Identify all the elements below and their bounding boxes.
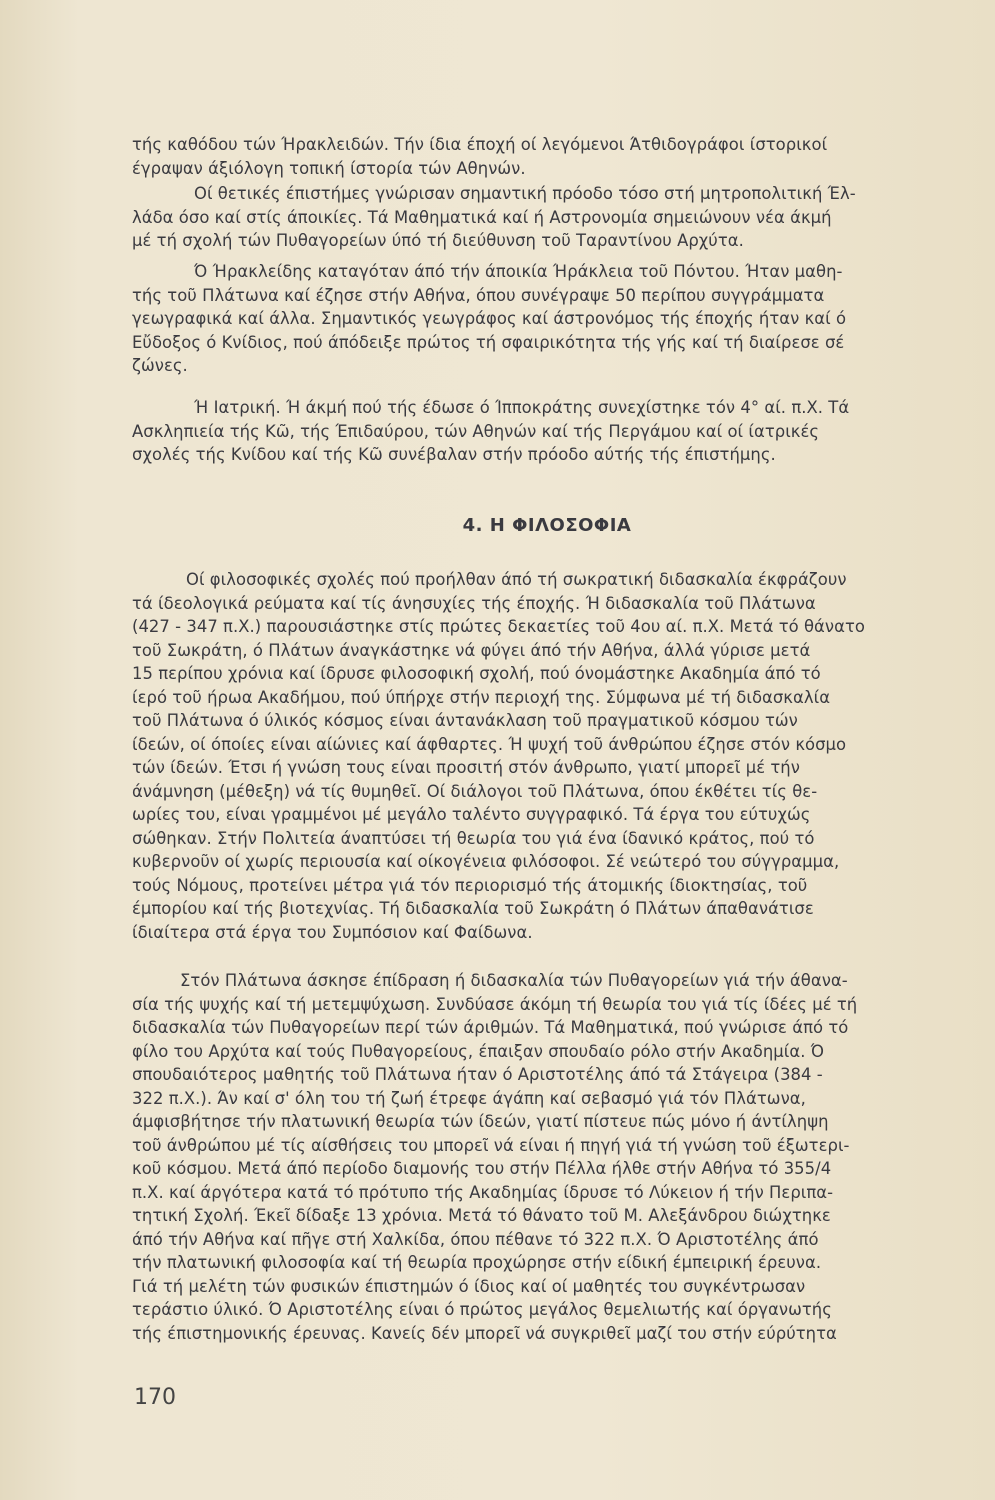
text-line: τής έπιστημονικής έρευνας. Κανείς δέν μπορεῖ νά συγκριθεῖ μαζί του στήν εύρύτητα <box>132 1323 837 1343</box>
text-line: ίδεών, οί όποίες είναι αίώνιες καί άφθαρτες. Ή ψυχή τοῦ άνθρώπου έζησε στόν κόσμο <box>132 734 847 754</box>
text-line: τοῦ άνθρώπου μέ τίς αίσθήσεις του μπορεῖ νά είναι ή πηγή γιά τή γνώση τοῦ έξωτερι- <box>132 1135 850 1155</box>
text-line: σπουδαιότερος μαθητής τοῦ Πλάτωνα ήταν ό Αριστοτέλης άπό τά Στάγειρα (384 - <box>132 1065 823 1084</box>
text-line: γεωγραφικά καί άλλα. Σημαντικός γεωγράφος καί άστρονόμος τής έποχής ήταν καί ό <box>132 309 847 328</box>
text-line: τούς Νόμους, προτείνει μέτρα γιά τόν περιορισμό τής άτομικής ίδιοκτησίας, τοῦ <box>132 875 808 895</box>
text-line: άπό τήν Αθήνα καί πῆγε στή Χαλκίδα, όπου πέθανε τό 322 π.Χ. Ό Αριστοτέλης άπό <box>132 1229 819 1249</box>
text-line: Εὔδοξος ό Κνίδιος, πού άπόδειξε πρώτος τή σφαιρικότητα τής γής καί τή διαίρεσε σέ <box>132 332 845 352</box>
text-line: ωρίες του, είναι γραμμένοι μέ μεγάλο ταλέντο συγγραφικό. Τά έργα του εύτυχώς <box>132 805 811 824</box>
text-line: σχολές τής Κνίδου καί τής Κῶ συνέβαλαν στήν πρόοδο αύτής τής έπιστήμης. <box>132 445 776 464</box>
text-line: 15 περίπου χρόνια καί ίδρυσε φιλοσοφική σχολή, πού όνομάστηκε Ακαδημία άπό τό <box>132 664 821 683</box>
text-line: (427 - 347 π.Χ.) παρουσιάστηκε στίς πρώτες δεκαετίες τοῦ 4ου αί. π.Χ. Μετά τό θάνατο <box>132 617 865 636</box>
text-line: φίλο του Αρχύτα καί τούς Πυθαγορείους, έπαιξαν σπουδαίο ρόλο στήν Ακαδημία. Ό <box>132 1041 825 1061</box>
paragraph-positive-sciences <box>132 182 962 253</box>
text-line: Ασκληπιεία τής Κῶ, τής Έπιδαύρου, τών Αθηνών καί τής Περγάμου καί οί ίατρικές <box>132 421 820 441</box>
text-line: έγραψαν άξιόλογη τοπική ίστορία τών Αθηνών. <box>132 158 526 178</box>
paragraph-atthidographers <box>132 133 962 180</box>
page-number: 170 <box>134 1385 176 1410</box>
text-line: τοῦ Σωκράτη, ό Πλάτων άναγκάστηκε νά φύγει άπό τήν Αθήνα, άλλά γύρισε μετά <box>132 640 811 660</box>
text-line: σία τής ψυχής καί τή μετεμψύχωση. Συνδύασε άκόμη τή θεωρία του γιά τίς ίδέες μέ τή <box>132 994 858 1014</box>
text-line: άνάμνηση (μέθεξη) νά τίς θυμηθεῖ. Οί διάλογοι τοῦ Πλάτωνα, όπου έκθέτει τίς θε- <box>132 781 818 801</box>
text-line: τήν πλατωνική φιλοσοφία καί τή θεωρία προχώρησε στήν είδική έμπειρική έρευνα. <box>132 1253 822 1272</box>
text-line: άμφισβήτησε τήν πλατωνική θεωρία τών ίδεών, γιατί πίστευε πώς μόνο ή άντίληψη <box>132 1112 829 1131</box>
text-line: λάδα όσο καί στίς άποικίες. Τά Μαθηματικά καί ή Αστρονομία σημειώνουν νέα άκμή <box>132 207 832 227</box>
text-line: Ή Ιατρική. Ή άκμή πού τής έδωσε ό Ίπποκράτης συνεχίστηκε τόν 4° αί. π.Χ. Τά <box>194 398 850 417</box>
text-line: ίερό τοῦ ήρωα Ακαδήμου, πού ύπήρχε στήν περιοχή της. Σύμφωνα μέ τή διδασκαλία <box>132 687 831 707</box>
text-line: π.Χ. καί άργότερα κατά τό πρότυπο τής Ακαδημίας ίδρυσε τό Λύκειον ή τήν Περιπα- <box>132 1182 834 1202</box>
text-line: έμπορίου καί τής βιοτεχνίας. Τή διδασκαλία τοῦ Σωκράτη ό Πλάτων άπαθανάτισε <box>132 899 814 918</box>
text-line: τητική Σχολή. Έκεῖ δίδαξε 13 χρόνια. Μετά τό θάνατο τοῦ Μ. Αλεξάνδρου διώχτηκε <box>132 1206 831 1225</box>
text-line: μέ τή σχολή τών Πυθαγορείων ύπό τή διεύθυνση τοῦ Ταραντίνου Αρχύτα. <box>132 231 744 250</box>
text-line: τής καθόδου τών Ήρακλειδών. Τήν ίδια έποχή οί λεγόμενοι Άτθιδογράφοι ίστορικοί <box>132 135 828 154</box>
text-line: κυβερνοῦν οί χωρίς περιουσία καί οίκογένεια φιλόσοφοι. Σέ νεώτερό του σύγγραμμα, <box>132 852 840 871</box>
text-line: τών ίδεών. Έτσι ή γνώση τους είναι προσιτή στόν άνθρωπο, γιατί μπορεῖ μέ τήν <box>132 758 800 777</box>
text-line: τοῦ Πλάτωνα ό ύλικός κόσμος είναι άντανάκλαση τοῦ πραγματικοῦ κόσμου τών <box>132 711 798 730</box>
text-line <box>132 944 962 968</box>
paragraph-heraclides <box>132 260 962 378</box>
paragraph-plato <box>132 568 962 968</box>
text-line: Ό Ήρακλείδης καταγόταν άπό τήν άποικία Ήράκλεια τοῦ Πόντου. Ήταν μαθη- <box>194 262 843 281</box>
text-line: Γιά τή μελέτη τών φυσικών έπιστημών ό ίδιος καί οί μαθητές του συγκέντρωσαν <box>132 1276 806 1296</box>
text-line: τά ίδεολογικά ρεύματα καί τίς άνησυχίες τής έποχής. Ή διδασκαλία τοῦ Πλάτωνα <box>132 593 816 613</box>
text-line: σώθηκαν. Στήν Πολιτεία άναπτύσει τή θεωρία του γιά ένα ίδανικό κράτος, πού τό <box>132 828 815 848</box>
text-line: τεράστιο ύλικό. Ό Αριστοτέλης είναι ό πρώτος μεγάλος θεμελιωτής καί όργανωτής <box>132 1300 832 1319</box>
text-line: 322 π.Χ.). Άν καί σ' όλη του τή ζωή έτρεφε άγάπη καί σεβασμό γιά τόν Πλάτωνα, <box>132 1088 806 1108</box>
section-heading: 4. Η ΦΙΛΟΣΟΦΙΑ <box>462 515 632 536</box>
text-line: διδασκαλία τών Πυθαγορείων περί τών άριθμών. Τά Μαθηματικά, πού γνώρισε άπό τό <box>132 1018 849 1037</box>
paragraph-medicine <box>132 396 962 467</box>
text-line: κοῦ κόσμου. Μετά άπό περίοδο διαμονής του στήν Πέλλα ήλθε στήν Αθήνα τό 355/4 <box>132 1159 832 1178</box>
text-line: Οί φιλοσοφικές σχολές πού προήλθαν άπό τή σωκρατική διδασκαλία έκφράζουν <box>186 570 847 589</box>
text-line: Στόν Πλάτωνα άσκησε έπίδραση ή διδασκαλία τών Πυθαγορείων γιά τήν άθανα- <box>180 971 848 990</box>
paragraph-aristotle <box>132 969 962 1345</box>
text-line: τής τοῦ Πλάτωνα καί έζησε στήν Αθήνα, όπου συνέγραψε 50 περίπου συγγράμματα <box>132 285 825 305</box>
text-line: ίδιαίτερα στά έργα του Συμπόσιον καί Φαίδωνα. <box>132 922 533 942</box>
text-line: Οί θετικές έπιστήμες γνώρισαν σημαντική πρόοδο τόσο στή μητροπολιτική Έλ- <box>194 184 856 203</box>
text-line: ζώνες. <box>132 356 188 375</box>
